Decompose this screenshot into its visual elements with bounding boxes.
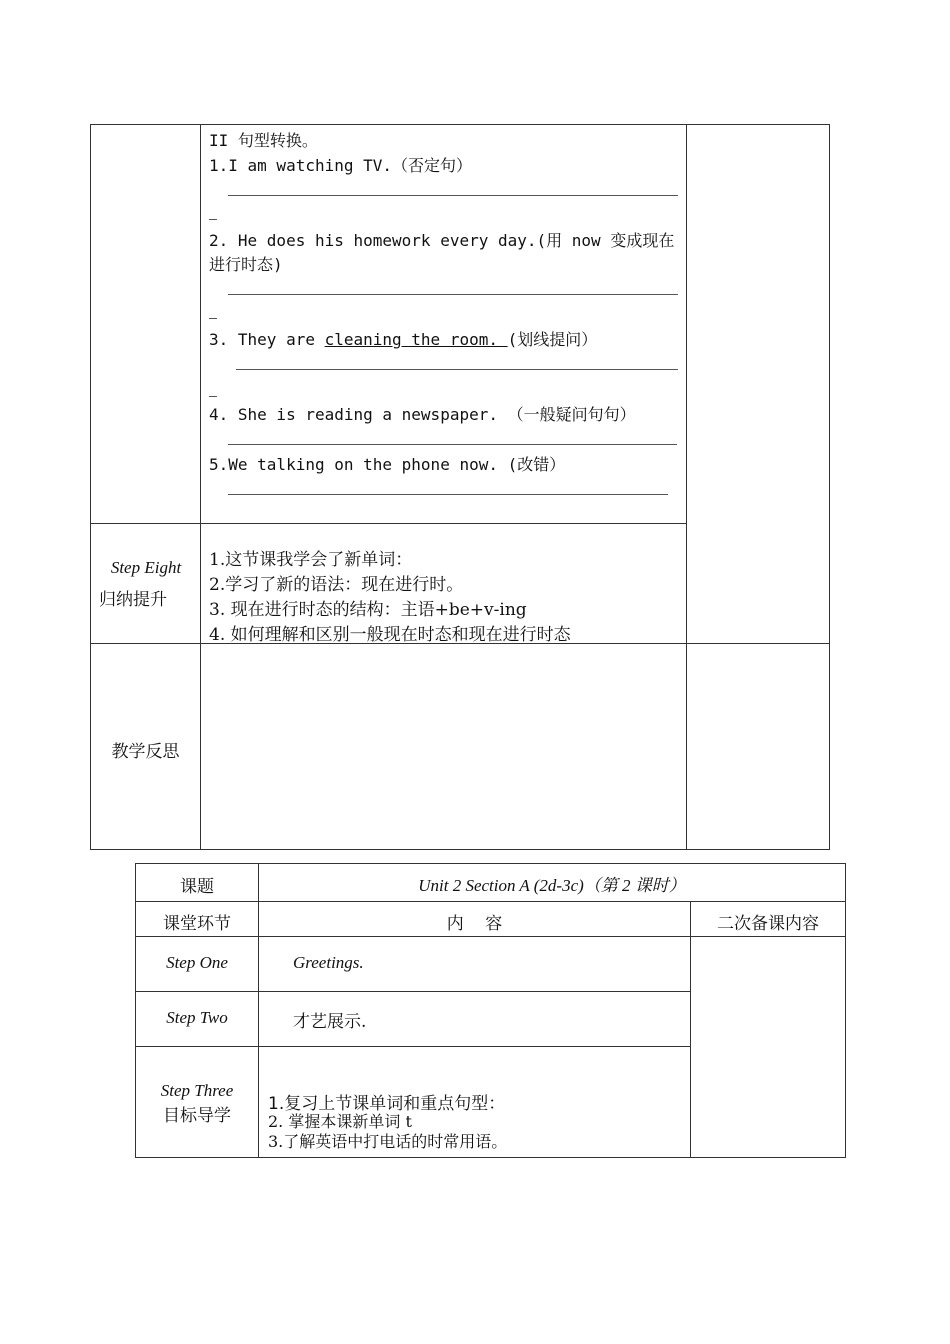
objective-line-2: 2. 掌握本课新单词 t: [268, 1112, 412, 1131]
exercise-item-3: [209, 327, 597, 350]
answer-line-1-tail: [209, 219, 217, 220]
exercise-item-3-prefix: 3. They are: [209, 330, 325, 349]
summary-line-2: 2.学习了新的语法：现在进行时。: [209, 575, 464, 595]
summary-line-3: 3. 现在进行时态的结构：主语+be+v-ing: [209, 600, 527, 620]
answer-line-4: [228, 444, 677, 445]
answer-line-3: [236, 369, 678, 370]
exercise-item-4: 4. She is reading a newspaper. （一般疑问句句）: [209, 405, 636, 424]
summary-line-1: 1.这节课我学会了新单词：: [209, 550, 413, 570]
answer-line-1: [228, 195, 678, 196]
exercise-item-3-underlined: cleaning the room.: [324, 330, 508, 349]
step-two-label: Step Two: [166, 1008, 228, 1027]
exercise-item-2-line2: 进行时态): [209, 255, 283, 274]
exercise-item-2-line1: 2. He does his homework every day.(用 now 变成现在: [209, 231, 675, 250]
answer-line-2-tail: [209, 318, 217, 319]
step-two-content: 才艺展示.: [293, 1012, 367, 1032]
header-content: 内 容: [446, 914, 503, 934]
lesson-title-label: 课题: [180, 877, 214, 897]
step-eight-label: Step Eight: [110, 558, 182, 577]
answer-line-5: [228, 494, 668, 495]
answer-line-3-tail: [209, 396, 217, 397]
exercise-item-1: 1.I am watching TV.（否定句）: [209, 156, 473, 175]
header-classroom-stage: 课堂环节: [163, 914, 231, 934]
answer-line-2: [228, 294, 678, 295]
exercise-item-5: 5.We talking on the phone now. (改错）: [209, 455, 566, 474]
step-eight-label-zh: 归纳提升: [99, 590, 167, 610]
teaching-reflection-label: 教学反思: [111, 742, 180, 762]
header-second-prep: 二次备课内容: [717, 914, 819, 934]
step-three-label: Step Three: [160, 1081, 234, 1100]
objective-line-3: 3.了解英语中打电话的时常用语。: [268, 1132, 508, 1151]
lesson-title: Unit 2 Section A (2d-3c)（第 2 课时）: [418, 876, 686, 895]
exercise-title: II 句型转换。: [209, 131, 318, 150]
objective-line-1: 1.复习上节课单词和重点句型：: [268, 1094, 506, 1114]
step-one-label: Step One: [166, 953, 228, 972]
summary-line-4: 4. 如何理解和区别一般现在时态和现在进行时态: [209, 625, 571, 645]
step-one-content: Greetings.: [293, 953, 364, 972]
step-three-label-zh: 目标导学: [163, 1106, 231, 1126]
exercise-item-3-suffix: (划线提问）: [507, 330, 598, 349]
